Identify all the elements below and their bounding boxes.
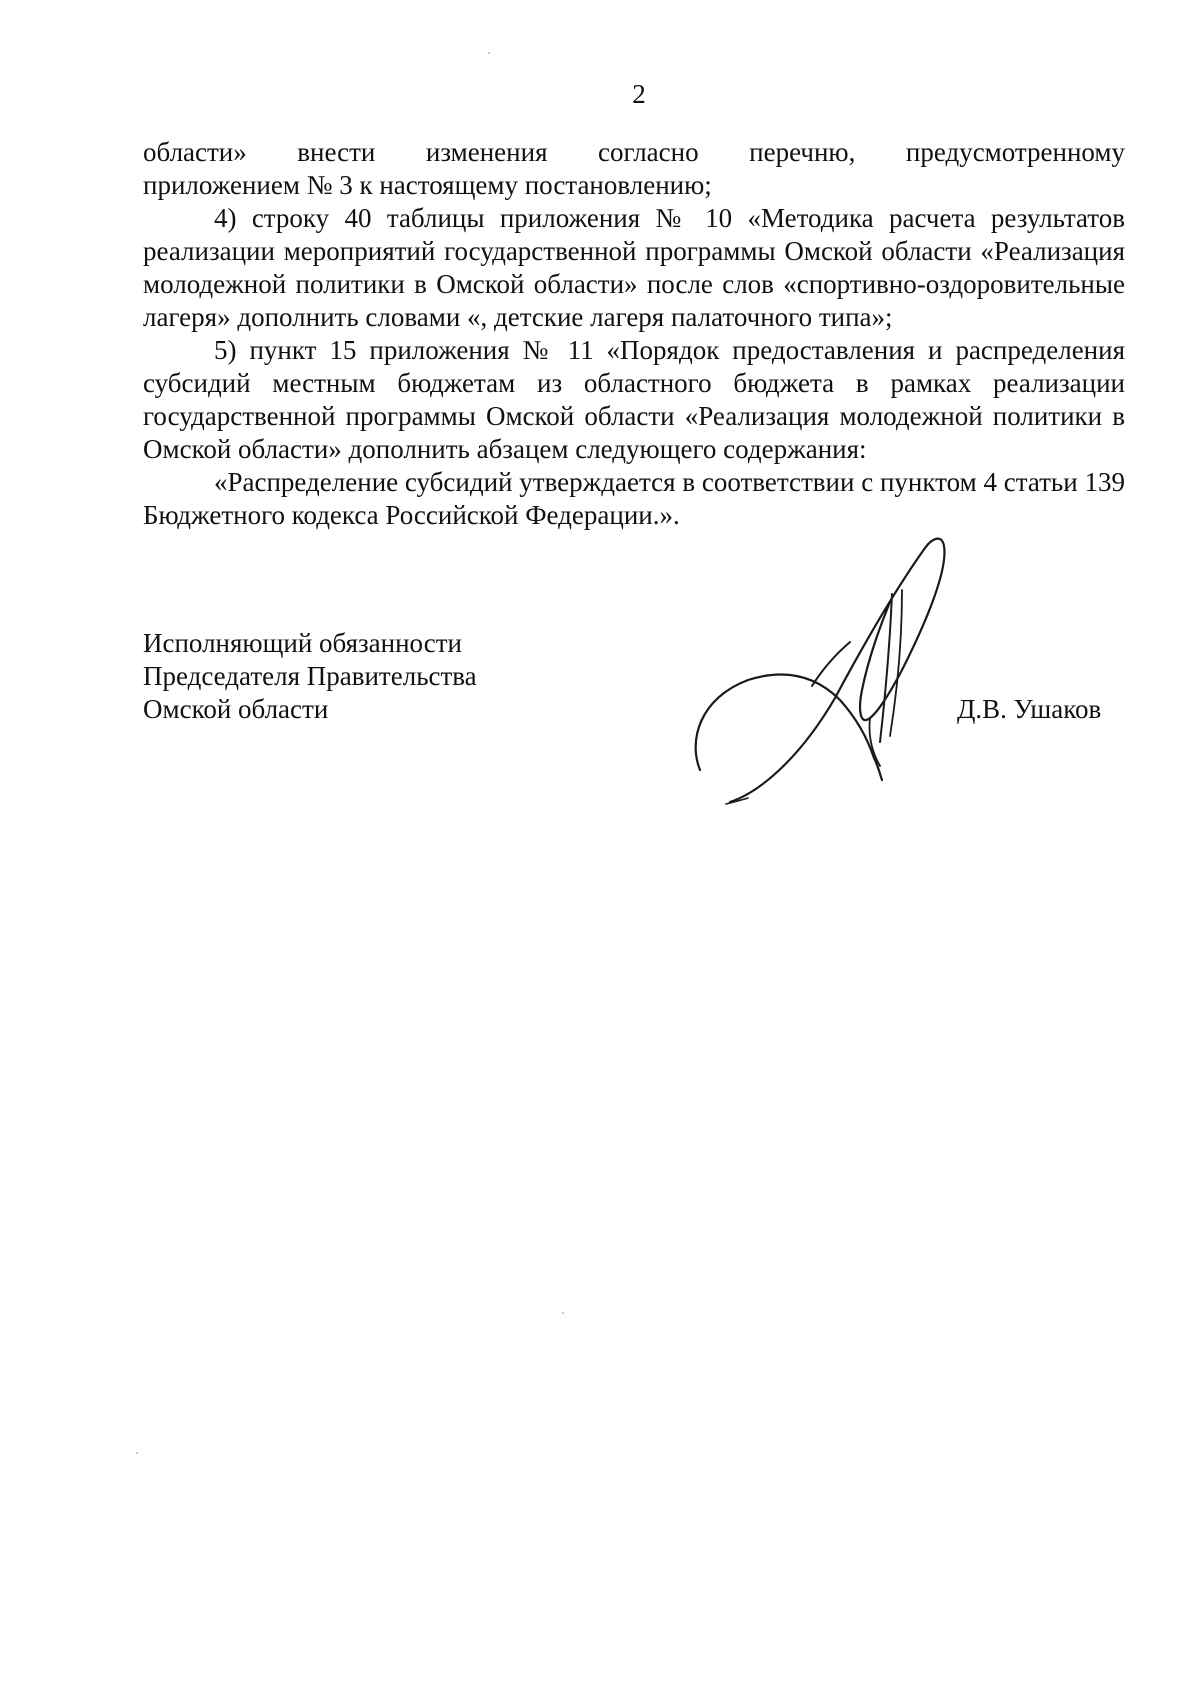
scan-speck	[136, 1452, 138, 1454]
signatory-title-line: Исполняющий обязанности	[143, 628, 462, 658]
paragraph-item-4: 4) строку 40 таблицы приложения № 10 «Методика расчета результатов реализации мероприятий государственной программы Омской области «Реализация молодежной политики в Омской области» после слов «спортивно-оздоровительные лагеря» дополнить словами «, детские лагеря палаточного типа»;	[143, 203, 1125, 332]
paragraph-continuation-end: приложением № 3 к настоящему постановлению;	[143, 170, 712, 200]
page-number: 2	[632, 79, 646, 109]
handwritten-signature	[690, 530, 970, 810]
signatory-title-line: Председателя Правительства	[143, 661, 477, 691]
signatory-title	[143, 627, 477, 726]
paragraph-continuation: области» внести изменения согласно перечню, предусмотренному	[143, 137, 1125, 167]
body-text	[143, 136, 1125, 532]
scan-speck	[562, 1312, 564, 1314]
signature-loop-stroke	[730, 539, 944, 802]
paragraph-item-5: 5) пункт 15 приложения № 11 «Порядок предоставления и распределения субсидий местным бюджетам из областного бюджета в рамках реализации государственной программы Омской области «Реализация молодежной политики в Омской области» дополнить абзацем следующего содержания:	[143, 335, 1125, 464]
signature-swoop-stroke	[696, 674, 882, 780]
scan-speck	[488, 52, 490, 54]
signatory-title-line: Омской области	[143, 694, 329, 724]
paragraph-quote: «Распределение субсидий утверждается в соответствии с пунктом 4 статьи 139 Бюджетного кодекса Российской Федерации.».	[143, 467, 1125, 530]
signatory-name: Д.В. Ушаков	[957, 694, 1102, 724]
